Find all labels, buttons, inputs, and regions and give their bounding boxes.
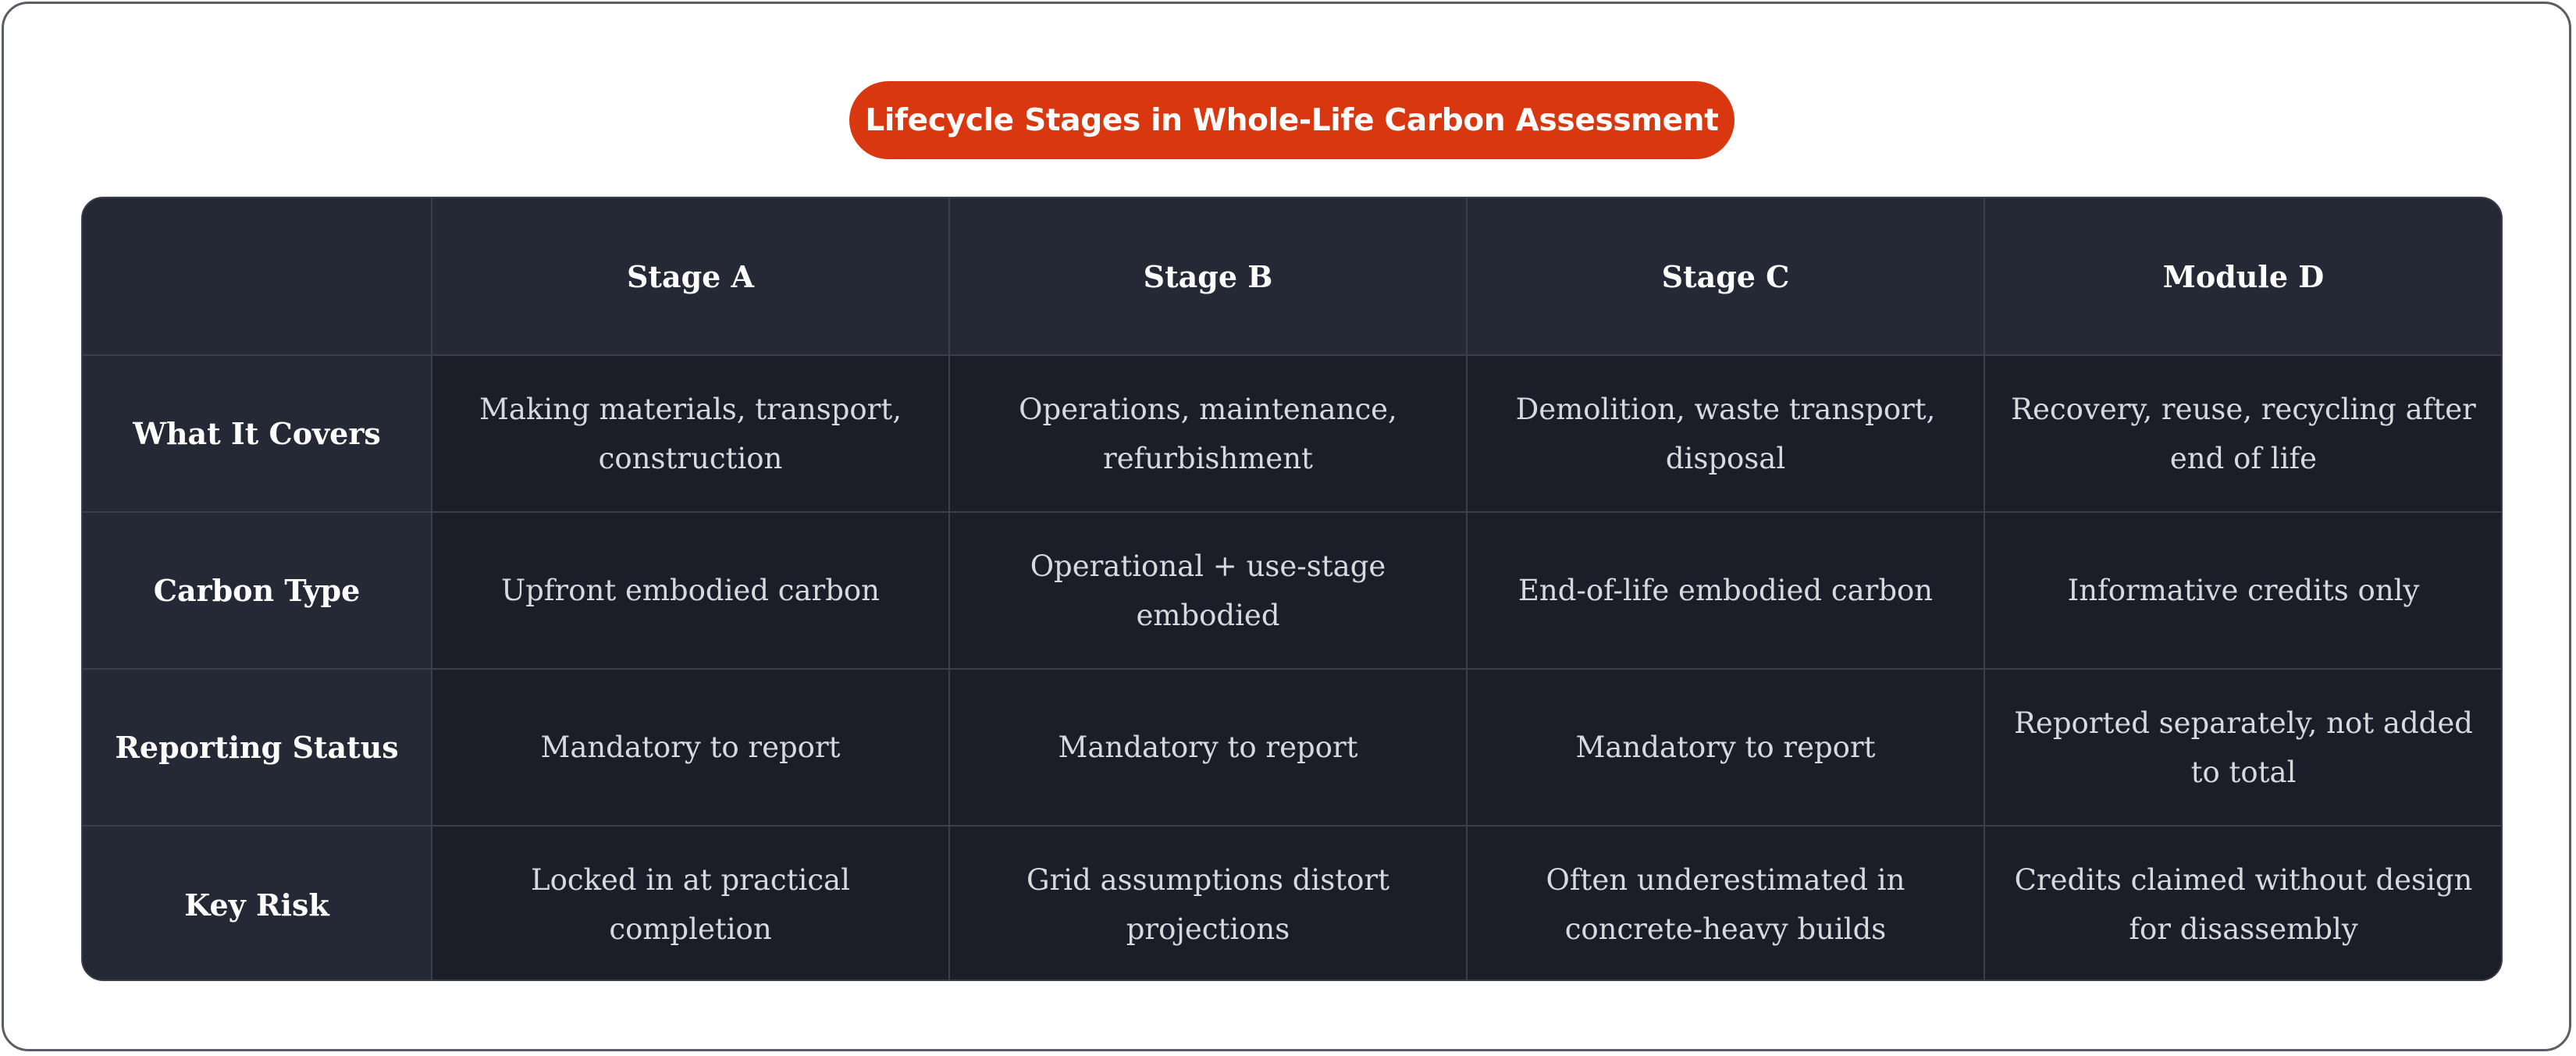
column-header-stage-a: Stage A — [432, 198, 949, 355]
table-cell: Often underestimated in concrete-heavy builds — [1467, 826, 1984, 981]
card-frame — [2, 2, 2571, 1051]
row-header-key-risk: Key Risk — [83, 826, 432, 981]
table-header-row — [83, 198, 2502, 355]
column-header-stage-c: Stage C — [1467, 198, 1984, 355]
table-cell: Credits claimed without design for disassembly — [1984, 826, 2502, 981]
table-row — [83, 826, 2502, 981]
table-cell: Recovery, reuse, recycling after end of life — [1984, 355, 2502, 512]
table-cell: End-of-life embodied carbon — [1467, 512, 1984, 669]
table-cell: Demolition, waste transport, disposal — [1467, 355, 1984, 512]
table-cell: Mandatory to report — [949, 669, 1467, 826]
table-cell: Operational + use-stage embodied — [949, 512, 1467, 669]
table-cell: Mandatory to report — [1467, 669, 1984, 826]
table-cell: Reported separately, not added to total — [1984, 669, 2502, 826]
column-header-module-d: Module D — [1984, 198, 2502, 355]
lifecycle-table-grid — [83, 198, 2502, 981]
table-row — [83, 355, 2502, 512]
column-header-stage-b: Stage B — [949, 198, 1467, 355]
table-cell: Locked in at practical completion — [432, 826, 949, 981]
table-cell: Informative credits only — [1984, 512, 2502, 669]
row-header-reporting-status: Reporting Status — [83, 669, 432, 826]
table-row — [83, 669, 2502, 826]
table-cell: Making materials, transport, construction — [432, 355, 949, 512]
table-cell: Operations, maintenance, refurbishment — [949, 355, 1467, 512]
row-header-what-it-covers: What It Covers — [83, 355, 432, 512]
table-cell: Mandatory to report — [432, 669, 949, 826]
row-header-carbon-type: Carbon Type — [83, 512, 432, 669]
table-cell: Upfront embodied carbon — [432, 512, 949, 669]
page-title: Lifecycle Stages in Whole-Life Carbon Assessment — [849, 81, 1735, 159]
table-row — [83, 512, 2502, 669]
lifecycle-table — [81, 197, 2503, 981]
table-cell: Grid assumptions distort projections — [949, 826, 1467, 981]
table-corner-cell — [83, 198, 432, 355]
